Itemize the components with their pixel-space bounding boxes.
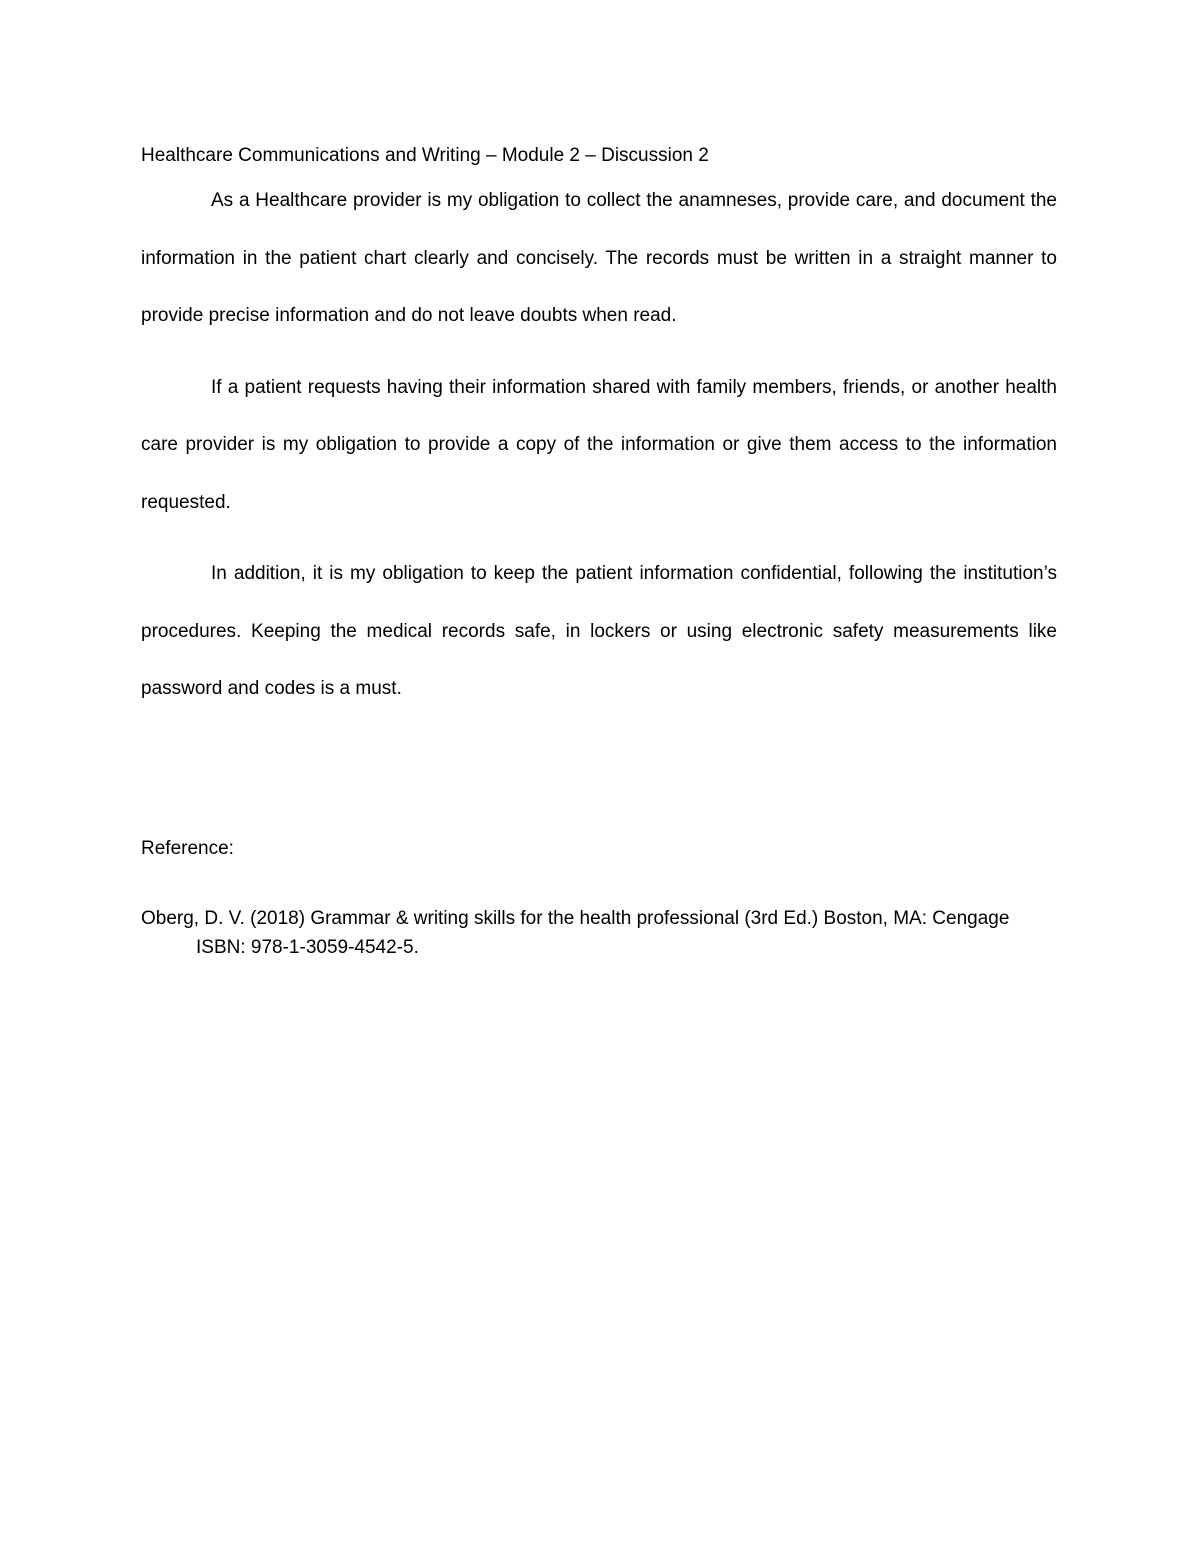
paragraph-information-sharing: If a patient requests having their information shared with family members, friends, or another health care provider is my obligation to provide a copy of the information or give them access to the information requested. — [141, 376, 1057, 513]
document-title: Healthcare Communications and Writing – Module 2 – Discussion 2 — [141, 145, 709, 166]
document-body — [141, 140, 1057, 962]
paragraph-confidentiality: In addition, it is my obligation to keep the patient information confidential, following the institution’s procedures. Keeping the medical records safe, in lockers or using electronic safety measurements like password and codes is a must. — [141, 563, 1057, 699]
reference-heading: Reference: — [141, 837, 234, 859]
paragraph-documentation: As a Healthcare provider is my obligation to collect the anamneses, provide care, and document the information in the patient chart clearly and concisely. The records must be written in a straight manner to provide precise information and do not leave doubts when read. — [141, 190, 1057, 326]
reference-entry: Oberg, D. V. (2018) Grammar & writing skills for the health professional (3rd Ed.) Boston, MA: Cengage ISBN: 978-1-3059-4542-5. — [141, 907, 1010, 958]
